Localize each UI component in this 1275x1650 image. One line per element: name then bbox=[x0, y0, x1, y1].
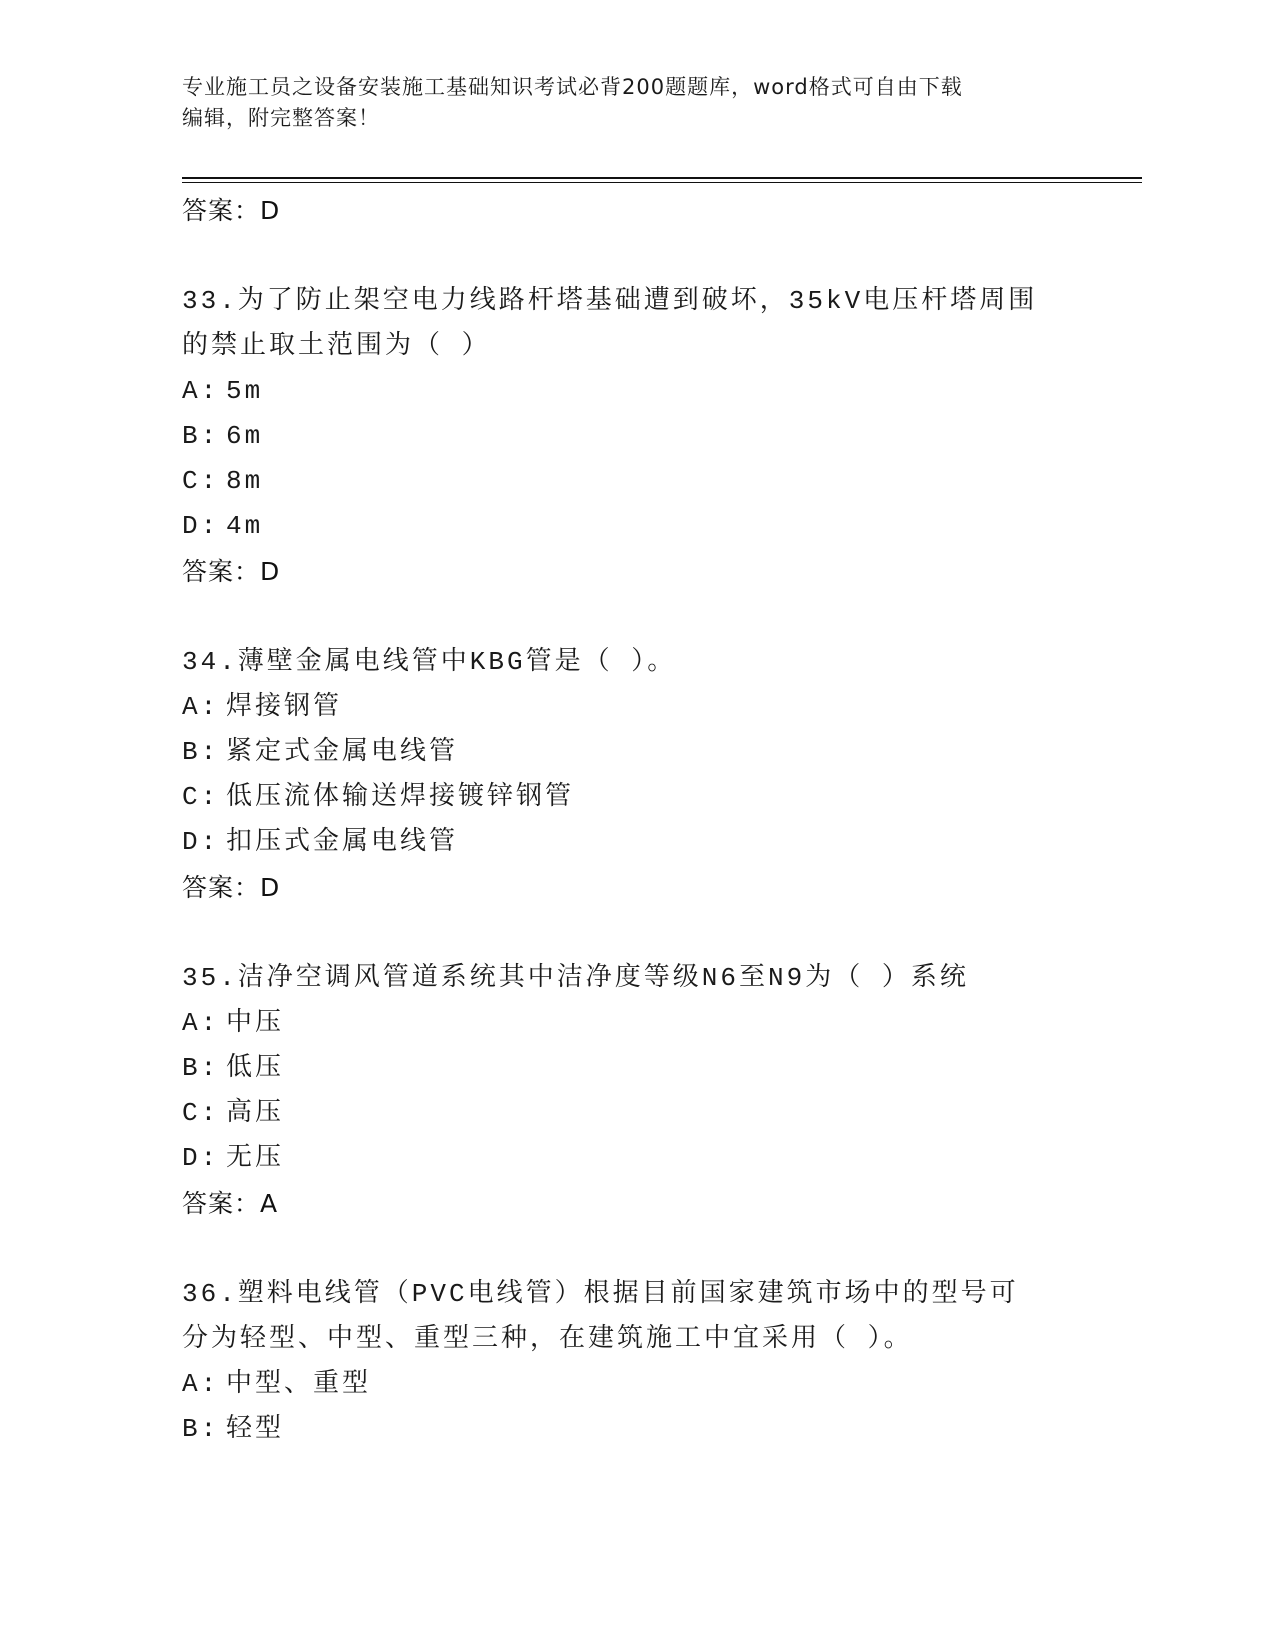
option-b bbox=[182, 414, 1082, 459]
option-key: B: bbox=[182, 1053, 220, 1083]
option-b bbox=[182, 1407, 1082, 1452]
option-key: D: bbox=[182, 1143, 220, 1173]
question-36 bbox=[182, 1272, 1082, 1452]
option-text: 轻型 bbox=[226, 1414, 285, 1444]
option-key: C: bbox=[182, 466, 220, 496]
option-a bbox=[182, 1362, 1082, 1407]
header-divider bbox=[182, 177, 1142, 179]
option-b bbox=[182, 1046, 1082, 1091]
option-text: 紧定式金属电线管 bbox=[226, 737, 459, 767]
option-text: 4m bbox=[226, 511, 264, 541]
question-list bbox=[182, 188, 1082, 1452]
option-text: 低压 bbox=[226, 1053, 285, 1083]
question-35 bbox=[182, 956, 1082, 1226]
document-header bbox=[182, 72, 1062, 134]
question-stem: 33.为了防止架空电力线路杆塔基础遭到破坏，35kV电压杆塔周围的禁止取土范围为（ ） bbox=[182, 286, 1038, 361]
option-text: 8m bbox=[226, 466, 264, 496]
option-key: A: bbox=[182, 692, 220, 722]
option-d bbox=[182, 1136, 1082, 1181]
option-key: A: bbox=[182, 376, 220, 406]
option-key: A: bbox=[182, 1369, 220, 1399]
option-c bbox=[182, 1091, 1082, 1136]
option-c bbox=[182, 459, 1082, 504]
option-key: B: bbox=[182, 737, 220, 767]
question-34 bbox=[182, 640, 1082, 910]
option-text: 5m bbox=[226, 376, 264, 406]
option-key: C: bbox=[182, 1098, 220, 1128]
option-text: 中型、重型 bbox=[226, 1369, 372, 1399]
answer-line: 答案：D bbox=[182, 873, 281, 902]
option-key: B: bbox=[182, 1414, 220, 1444]
question-stem: 34.薄壁金属电线管中KBG管是（ ）。 bbox=[182, 647, 677, 677]
header-divider-thin bbox=[182, 182, 1142, 183]
option-a bbox=[182, 685, 1082, 730]
question-stem: 36.塑料电线管（PVC电线管）根据目前国家建筑市场中的型号可分为轻型、中型、重型三种，在建筑施工中宜采用（ ）。 bbox=[182, 1279, 1019, 1354]
option-text: 中压 bbox=[226, 1008, 285, 1038]
option-text: 焊接钢管 bbox=[226, 692, 343, 722]
option-key: D: bbox=[182, 827, 220, 857]
option-key: C: bbox=[182, 782, 220, 812]
question-stem: 35.洁净空调风管道系统其中洁净度等级N6至N9为（ ）系统 bbox=[182, 963, 969, 993]
answer-line: 答案：D bbox=[182, 196, 281, 225]
header-line-1: 专业施工员之设备安装施工基础知识考试必背200题题库，word格式可自由下载 bbox=[182, 75, 963, 99]
answer-line: 答案：A bbox=[182, 1189, 279, 1218]
option-text: 无压 bbox=[226, 1143, 285, 1173]
option-a bbox=[182, 1001, 1082, 1046]
header-line-2: 编辑，附完整答案！ bbox=[182, 106, 380, 130]
option-text: 扣压式金属电线管 bbox=[226, 827, 459, 857]
option-text: 6m bbox=[226, 421, 264, 451]
option-c bbox=[182, 775, 1082, 820]
option-key: A: bbox=[182, 1008, 220, 1038]
option-text: 高压 bbox=[226, 1098, 285, 1128]
option-text: 低压流体输送焊接镀锌钢管 bbox=[226, 782, 575, 812]
option-key: B: bbox=[182, 421, 220, 451]
option-a bbox=[182, 369, 1082, 414]
option-d bbox=[182, 820, 1082, 865]
option-b bbox=[182, 730, 1082, 775]
answer-line: 答案：D bbox=[182, 557, 281, 586]
option-key: D: bbox=[182, 511, 220, 541]
option-d bbox=[182, 504, 1082, 549]
question-33 bbox=[182, 279, 1082, 594]
